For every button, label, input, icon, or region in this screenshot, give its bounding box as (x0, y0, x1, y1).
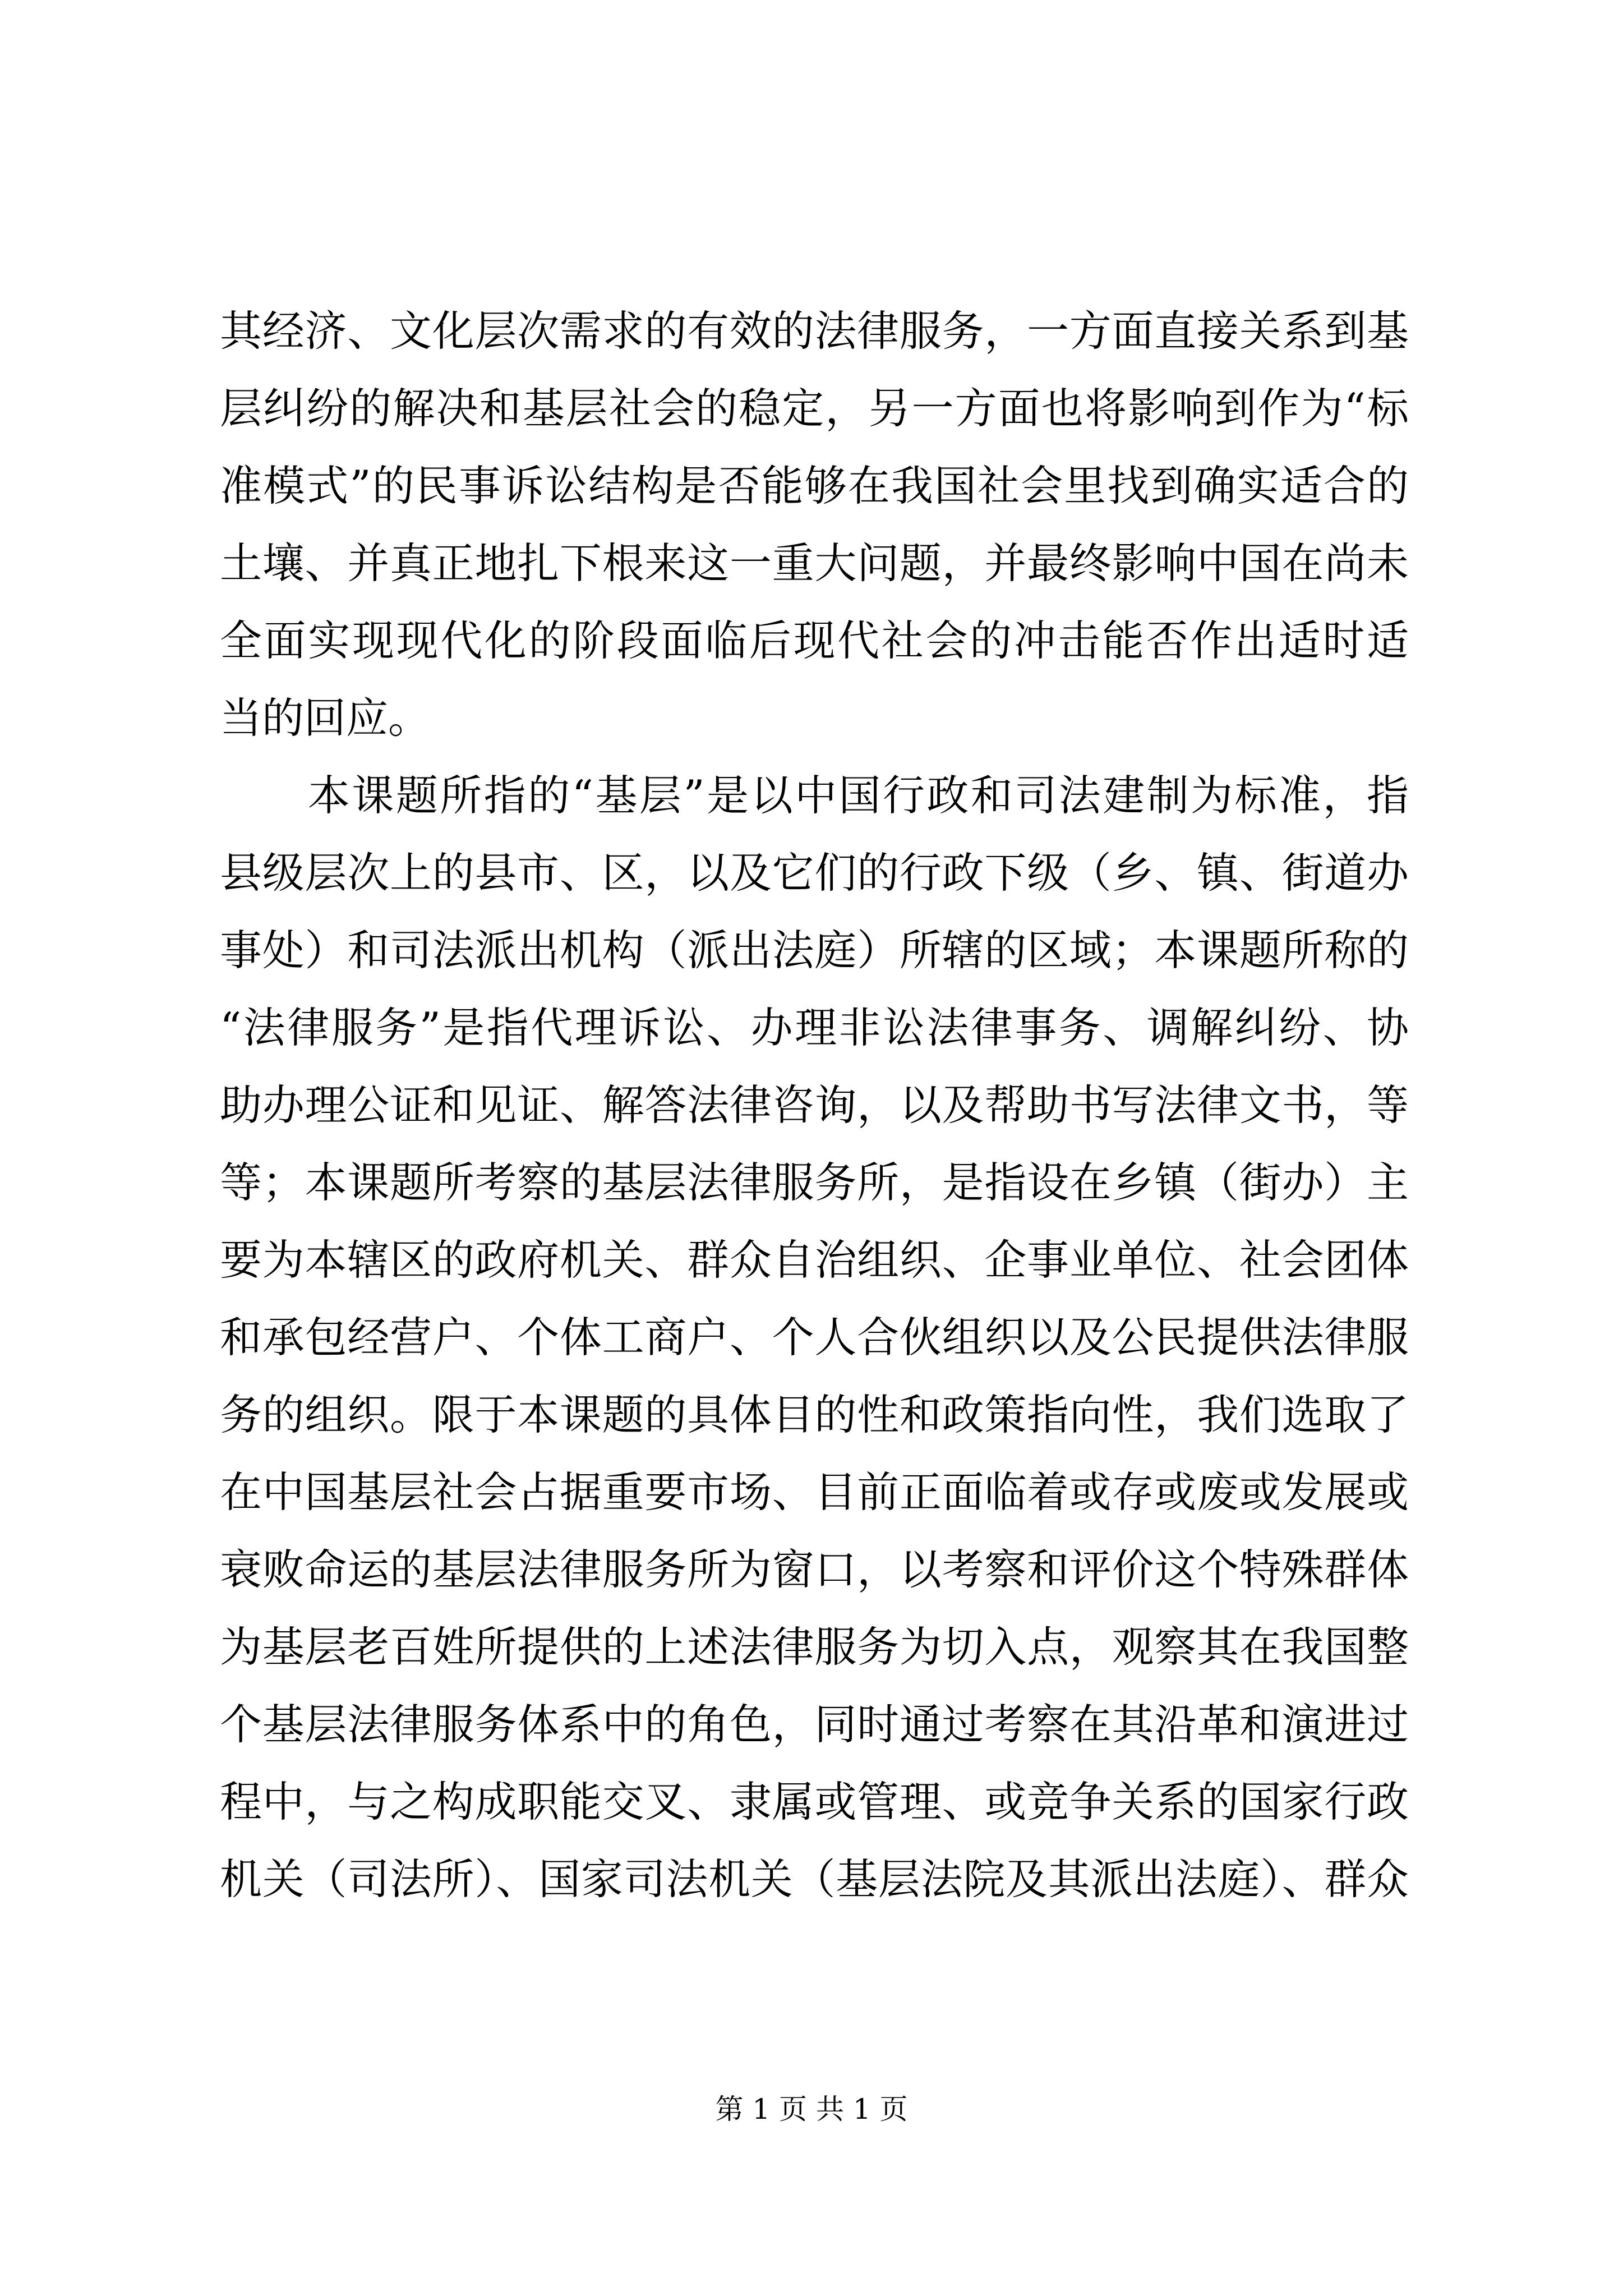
body-line: 当的回应。 (220, 693, 431, 743)
body-line: 全面实现现代化的阶段面临后现代社会的冲击能否作出适时适 (220, 616, 1409, 665)
body-line: 为基层老百姓所提供的上述法律服务为切入点，观察其在我国整 (220, 1622, 1409, 1672)
body-line: 层纠纷的解决和基层社会的稳定，另一方面也将影响到作为“标 (220, 384, 1409, 433)
body-line: 在中国基层社会占据重要市场、目前正面临着或存或废或发展或 (220, 1467, 1409, 1517)
body-line: 县级层次上的县市、区，以及它们的行政下级（乡、镇、街道办 (220, 848, 1409, 898)
body-line: 等；本课题所考察的基层法律服务所，是指设在乡镇（街办）主 (220, 1158, 1409, 1207)
body-line: 事处）和司法派出机构（派出法庭）所辖的区域；本课题所称的 (220, 926, 1409, 975)
body-line: 衰败命运的基层法律服务所为窗口，以考察和评价这个特殊群体 (220, 1545, 1409, 1594)
body-line: 机关（司法所）、国家司法机关（基层法院及其派出法庭）、群众 (220, 1855, 1409, 1904)
body-line: 助办理公证和见证、解答法律咨询，以及帮助书写法律文书，等 (220, 1080, 1409, 1130)
body-line: 准模式”的民事诉讼结构是否能够在我国社会里找到确实适合的 (220, 461, 1409, 510)
body-line: “法律服务”是指代理诉讼、办理非讼法律事务、调解纠纷、协 (220, 1003, 1409, 1052)
body-line: 务的组织。限于本课题的具体目的性和政策指向性，我们选取了 (220, 1390, 1409, 1439)
body-line: 土壤、并真正地扎下根来这一重大问题，并最终影响中国在尚未 (220, 539, 1409, 588)
body-line: 程中，与之构成职能交叉、隶属或管理、或竞争关系的国家行政 (220, 1777, 1409, 1826)
body-line: 本课题所指的“基层”是以中国行政和司法建制为标准，指 (220, 771, 1409, 820)
body-line: 和承包经营户、个体工商户、个人合伙组织以及公民提供法律服 (220, 1313, 1409, 1362)
body-line: 个基层法律服务体系中的角色，同时通过考察在其沿革和演进过 (220, 1700, 1409, 1749)
body-line: 要为本辖区的政府机关、群众自治组织、企事业单位、社会团体 (220, 1235, 1409, 1285)
body-line: 其经济、文化层次需求的有效的法律服务，一方面直接关系到基 (220, 306, 1409, 356)
page-number-footer: 第 1 页 共 1 页 (715, 2093, 908, 2125)
